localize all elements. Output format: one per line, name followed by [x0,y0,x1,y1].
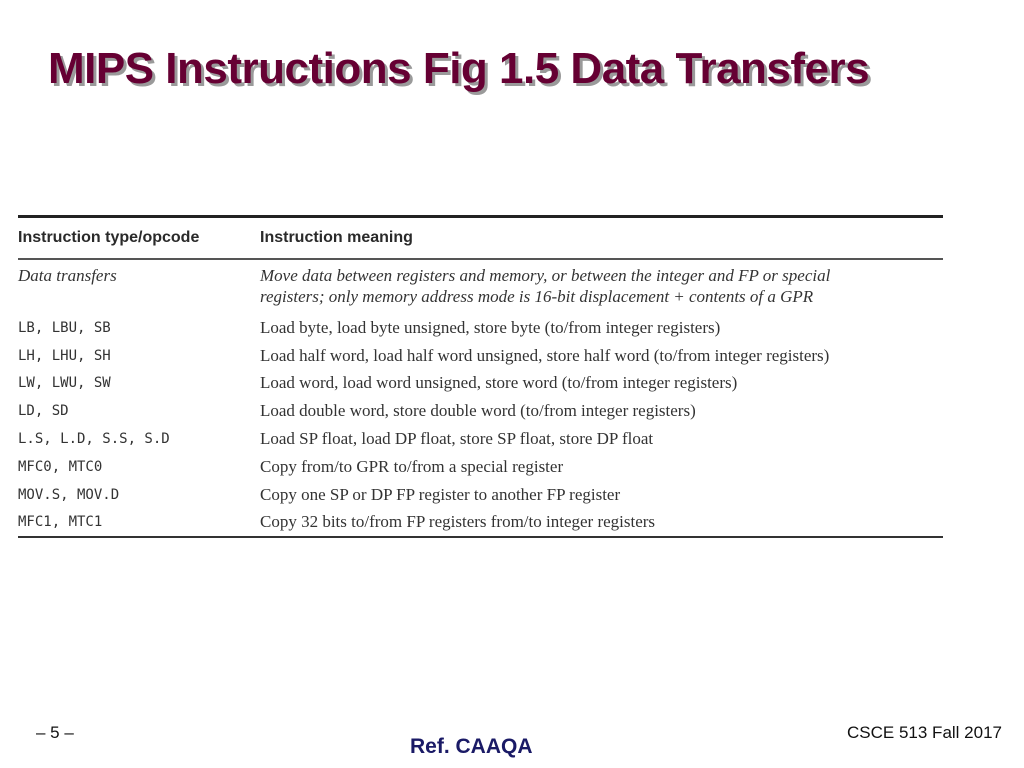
opcode-cell: L.S, L.D, S.S, S.D [18,431,170,448]
opcode-cell: LH, LHU, SH [18,347,111,364]
table-row [18,342,943,370]
instruction-table [18,215,943,538]
table-row [18,453,943,481]
meaning-cell: Copy from/to GPR to/from a special register [260,456,564,476]
table-row [18,481,943,509]
category-name: Data transfers [18,266,117,285]
course-label: CSCE 513 Fall 2017 [847,723,1002,742]
opcode-cell: MFC0, MTC0 [18,458,103,475]
meaning-cell: Load double word, store double word (to/from integer registers) [260,401,696,421]
opcode-cell: LD, SD [18,403,69,420]
category-description-line2: registers; only memory address mode is 16-bit displacement + contents of a GPR [260,287,814,306]
table-row [18,397,943,425]
table-row [18,509,943,537]
category-description-line1: Move data between registers and memory, or between the integer and FP or special [260,266,831,285]
opcode-cell: MOV.S, MOV.D [18,486,120,503]
meaning-cell: Load word, load word unsigned, store word (to/from integer registers) [260,373,738,393]
meaning-cell: Load half word, load half word unsigned, store half word (to/from integer registers) [260,345,830,365]
category-row [18,260,943,314]
header-opcode: Instruction type/opcode [18,229,200,246]
slide-title: MIPS Instructions Fig 1.5 Data Transfers [48,44,870,93]
opcode-cell: LW, LWU, SW [18,375,111,392]
meaning-cell: Load byte, load byte unsigned, store byte (to/from integer registers) [260,317,721,337]
header-meaning: Instruction meaning [260,229,413,246]
meaning-cell: Load SP float, load DP float, store SP float, store DP float [260,429,654,449]
table-header-row [18,218,943,258]
opcode-cell: MFC1, MTC1 [18,514,103,531]
page-number: – 5 – [36,723,74,742]
table-row [18,425,943,453]
reference-label: Ref. CAAQA [410,735,533,758]
opcode-cell: LB, LBU, SB [18,319,111,336]
table-bottom-rule [18,536,943,538]
meaning-cell: Copy 32 bits to/from FP registers from/to integer registers [260,512,656,532]
table-row [18,314,943,342]
table-row [18,370,943,398]
meaning-cell: Copy one SP or DP FP register to another FP register [260,484,621,504]
